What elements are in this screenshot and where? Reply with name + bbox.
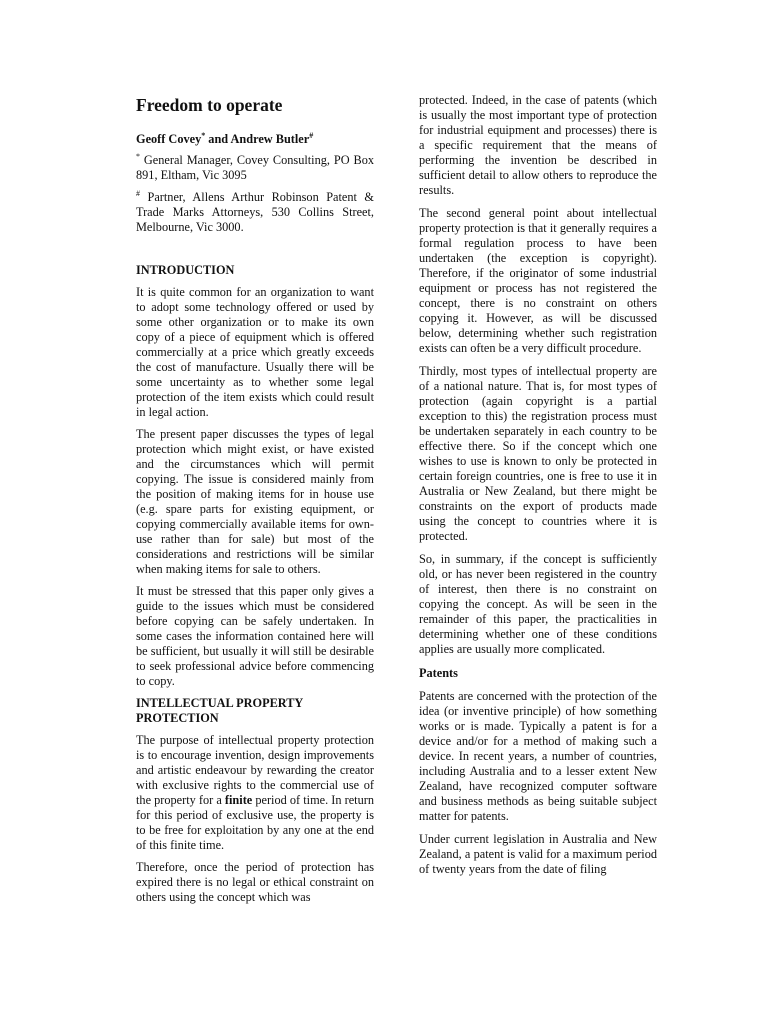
ip-heading-line-2: PROTECTION <box>136 711 219 725</box>
ip-paragraph-5: So, in summary, if the concept is sufficiently old, or has never been registered in the country of interest, then there is no constraint on copying the concept. As will be seen in the remainder of this paper, the practicalities in determining whether one of these conditions applies are usually more complicated. <box>419 552 657 656</box>
ip-p1-bold: finite <box>224 793 253 807</box>
affiliation-2-text: Partner, Allens Arthur Robinson Patent & Trade Marks Attorneys, 530 Collins Street, Melbourne, Vic 3000. <box>136 190 374 234</box>
affiliation-1-mark: * <box>136 152 140 161</box>
ip-p1-before: The purpose of intellectual property protection is to encourage invention, design improvements and artistic endeavour by rewarding the creator with exclusive rights to the commercial use of the property for a <box>136 733 374 807</box>
author-line <box>136 132 374 147</box>
affiliation-1-text: General Manager, Covey Consulting, PO Box 891, Eltham, Vic 3095 <box>136 153 374 182</box>
left-column <box>136 0 374 912</box>
intro-paragraph-1: It is quite common for an organization to want to adopt some technology offered or used by some other organization or to make its own copy of a piece of equipment which is offered commercially at a price which greatly exceeds the cost of manufacture. Usually there will be some uncertainty as to whether some legal protection of the item exists which could result in legal action. <box>136 285 374 419</box>
intro-paragraph-3: It must be stressed that this paper only gives a guide to the issues which must be considered before copying can be safely undertaken. In some cases the information contained here will be sufficient, but usually it will still be desirable to seek professional advice before commencing to copy. <box>136 584 374 688</box>
ip-heading <box>136 696 374 726</box>
ip-paragraph-2-start: Therefore, once the period of protection has expired there is no legal or ethical constraint on others using the concept which was <box>136 860 374 904</box>
ip-p1-after: period of time. In return for this period of exclusive use, the property is to be free for exploitation by any one at the end of this finite time. <box>136 793 374 852</box>
author-2-mark: # <box>309 131 314 140</box>
affiliation-1 <box>136 153 374 183</box>
right-column <box>419 93 657 885</box>
author-connector: and <box>205 132 231 146</box>
ip-paragraph-3: The second general point about intellectual property protection is that it generally requires a formal regulation process to have been undertaken (the exception is copyright). Therefore, if the originator of some industrial equipment or process has not registered the concept, there is no constraint on others copying it. However, as will be discussed below, determining whether such registration exists can often be a very difficult procedure. <box>419 206 657 355</box>
ip-paragraph-4: Thirdly, most types of intellectual property are of a national nature. That is, for most types of protection (again copyright is a partial exception to this) the registration process must be undertaken separately in each country to be effective there. So if the concept which one wishes to use is known to only be protected in certain foreign countries, one is free to use it in Australia or New Zealand, but there might be constraints on the export of products made using the concept to countries where it is protected. <box>419 364 657 543</box>
author-2: Andrew Butler <box>230 132 310 146</box>
ip-paragraph-1 <box>136 733 374 853</box>
paper-title: Freedom to operate <box>136 95 283 115</box>
introduction-heading: INTRODUCTION <box>136 263 235 277</box>
patents-heading: Patents <box>419 666 458 680</box>
ip-heading-line-1: INTELLECTUAL PROPERTY <box>136 696 304 710</box>
ip-paragraph-2-continued: protected. Indeed, in the case of patents (which is usually the most important type of protection for industrial equipment and processes) there is a specific requirement that the means of performing the invention be described in sufficient detail to allow others to reproduce the results. <box>419 93 657 197</box>
author-1-mark: * <box>201 131 206 140</box>
patents-paragraph-2: Under current legislation in Australia and New Zealand, a patent is valid for a maximum period of twenty years from the date of filing <box>419 832 657 876</box>
intro-paragraph-2: The present paper discusses the types of legal protection which might exist, or have existed and the circumstances which will permit copying. The issue is considered mainly from the position of making items for in house use (e.g. spare parts for existing equipment, or copying commercially available items for own-use rather than for sale) but most of the considerations and restrictions will be similar when making items for sale to others. <box>136 427 374 576</box>
affiliation-2 <box>136 190 374 235</box>
patents-paragraph-1: Patents are concerned with the protection of the idea (or inventive principle) of how something works or is made. Typically a patent is for a device and/or for a method of making such a device. In recent years, a number of countries, including Australia and to a lesser extent New Zealand, have recognized computer software and business methods as being suitable subject matter for patents. <box>419 689 657 823</box>
author-1: Geoff Covey <box>136 132 202 146</box>
affiliation-2-mark: # <box>136 189 140 198</box>
